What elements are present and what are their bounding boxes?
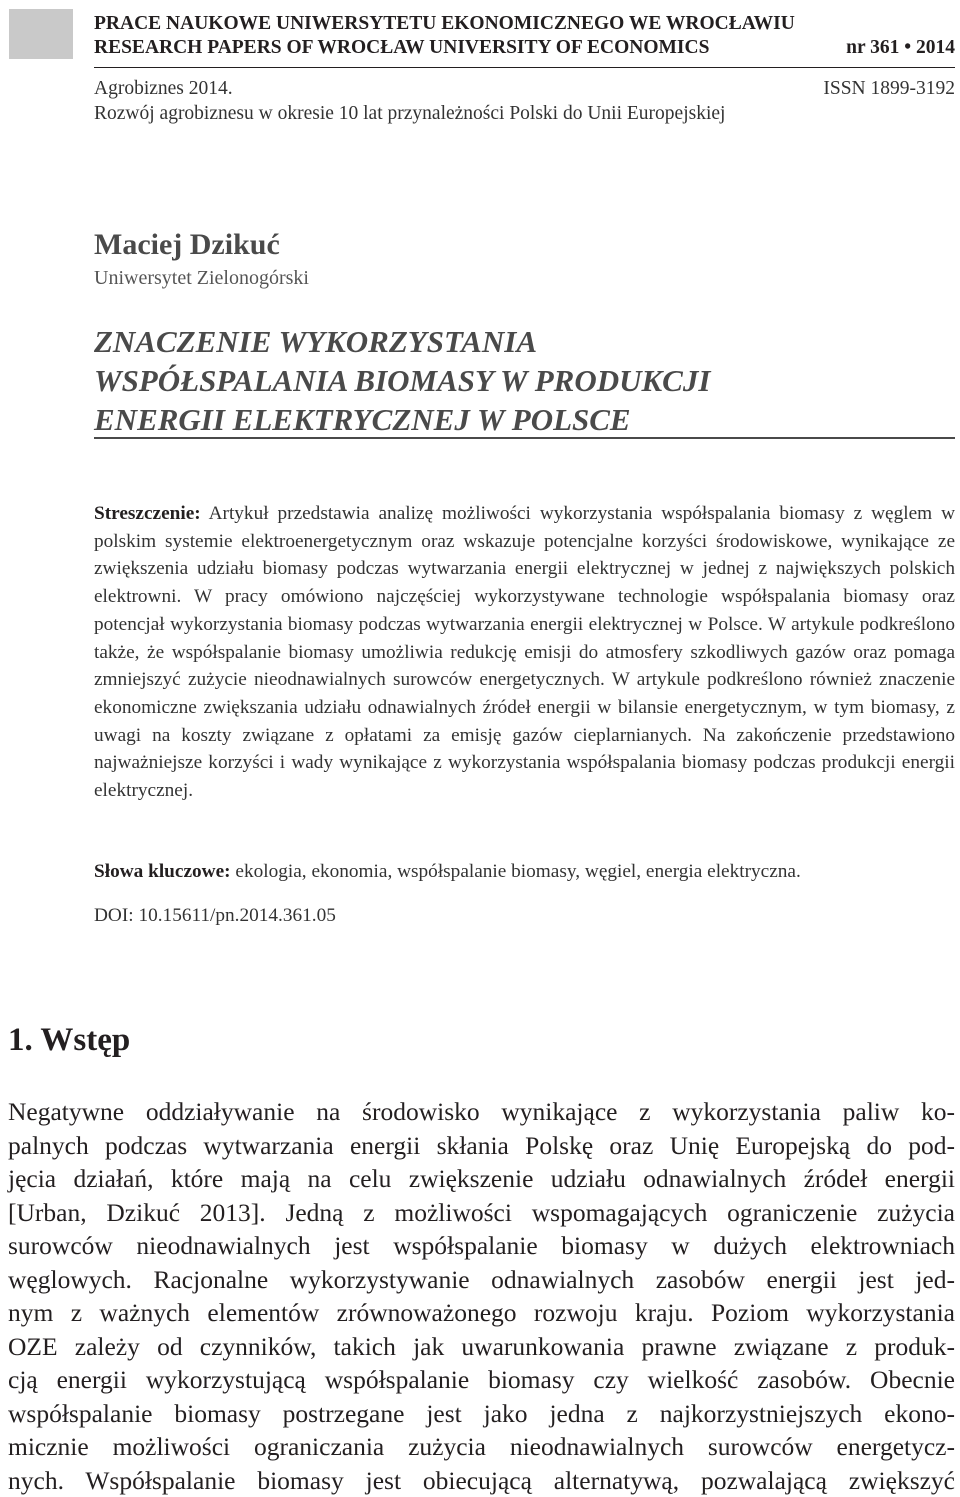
section-heading: 1. Wstęp [8, 1022, 130, 1059]
abstract [94, 500, 955, 805]
keywords-label: Słowa kluczowe: [94, 861, 231, 882]
body-line: micznie możliwości ograniczania zużycia nieodnawialnych surowców energetycz- [8, 1430, 955, 1464]
journal-header [94, 12, 955, 60]
body-line: cją energii wykorzystującą współspalanie biomasy czy wielkość zasobów. Obecnie [8, 1363, 955, 1397]
journal-name-pl: PRACE NAUKOWE UNIWERSYTETU EKONOMICZNEGO WE WROCŁAWIU [94, 12, 795, 36]
title-line: WSPÓŁSPALANIA BIOMASY W PRODUKCJI [94, 361, 955, 400]
journal-name-en: RESEARCH PAPERS OF WROCŁAW UNIVERSITY OF ECONOMICS [94, 36, 709, 60]
body-line: OZE zależy od czynników, takich jak uwarunkowania prawne związane z produk- [8, 1330, 955, 1364]
keywords [94, 858, 955, 885]
body-line: [Urban, Dzikuć 2013]. Jedną z możliwości wspomagających ograniczenie zużycia [8, 1196, 955, 1230]
title-line: ENERGII ELEKTRYCZNEJ W POLSCE [94, 400, 955, 439]
issue-info [94, 76, 955, 126]
article-title [94, 322, 955, 439]
abstract-text: Artykuł przedstawia analizę możliwości wykorzystania współspalania biomasy z węglem w polskim systemie elektroenergetycznym oraz wskazuje potencjalne korzyści środowiskowe, wynikające ze zwiększenia udziału biomasy podczas wytwarzania energii elektrycznej w jednej z największych polskich elektrowni. W pracy omówiono najczęściej wykorzystywane technologie współspalania biomasy oraz potencjał wykorzystania biomasy podczas wytwarzania energii elektrycznej w Polsce. W artykule podkreślono także, że współspalanie biomasy umożliwia redukcję emisji do atmosfery szkodliwych gazów oraz pomaga zmniejszyć zużycie nieodnawialnych surowców energetycznych. W artykule podkreślono również znaczenie ekonomiczne zwiększania udziału odnawialnych źródeł energii w bilansie energetycznym, w tym biomasy, z uwagi na koszty związane z opłatami za emisję gazów cieplarnianych. Na zakończenie przedstawiono najważniejsze korzyści i wady wynikające z wykorzystania współspalania biomasy podczas produkcji energii elektrycznej. [94, 503, 955, 801]
author-name: Maciej Dzikuć [94, 228, 280, 262]
abstract-label: Streszczenie: [94, 503, 201, 524]
body-line: współspalanie biomasy postrzegane jest jako jedna z najkorzystniejszych ekono- [8, 1397, 955, 1431]
body-line: Negatywne oddziaływanie na środowisko wynikające z wykorzystania paliw ko- [8, 1095, 955, 1129]
section-body [8, 1095, 955, 1497]
body-line: węglowych. Racjonalne wykorzystywanie odnawialnych zasobów energii jest jed- [8, 1263, 955, 1297]
body-line: nych. Współspalanie biomasy jest obiecującą alternatywą, pozwalającą zwiększyć [8, 1464, 955, 1497]
doi: DOI: 10.15611/pn.2014.361.05 [94, 902, 336, 929]
series-name: Agrobiznes 2014. [94, 76, 233, 101]
body-line: nym z ważnych elementów zrównoważonego rozwoju kraju. Poziom wykorzystania [8, 1296, 955, 1330]
title-divider [94, 437, 955, 439]
keywords-text: ekologia, ekonomia, współspalanie biomasy, węgiel, energia elektryczna. [235, 861, 800, 882]
body-line: surowców nieodnawialnych jest współspalanie biomasy w dużych elektrowniach [8, 1229, 955, 1263]
issn: ISSN 1899-3192 [823, 76, 955, 101]
title-line: ZNACZENIE WYKORZYSTANIA [94, 322, 955, 361]
header-divider [94, 67, 955, 68]
body-line: palnych podczas wytwarzania energii skłania Polskę oraz Unię Europejską do pod- [8, 1129, 955, 1163]
header-gray-block [9, 9, 73, 59]
author-affiliation: Uniwersytet Zielonogórski [94, 267, 309, 290]
body-line: jęcia działań, które mają na celu zwiększenie udziału odnawialnych źródeł energii [8, 1162, 955, 1196]
volume-title: Rozwój agrobiznesu w okresie 10 lat przynależności Polski do Unii Europejskiej [94, 101, 725, 126]
issue-number: nr 361 • 2014 [846, 36, 955, 60]
